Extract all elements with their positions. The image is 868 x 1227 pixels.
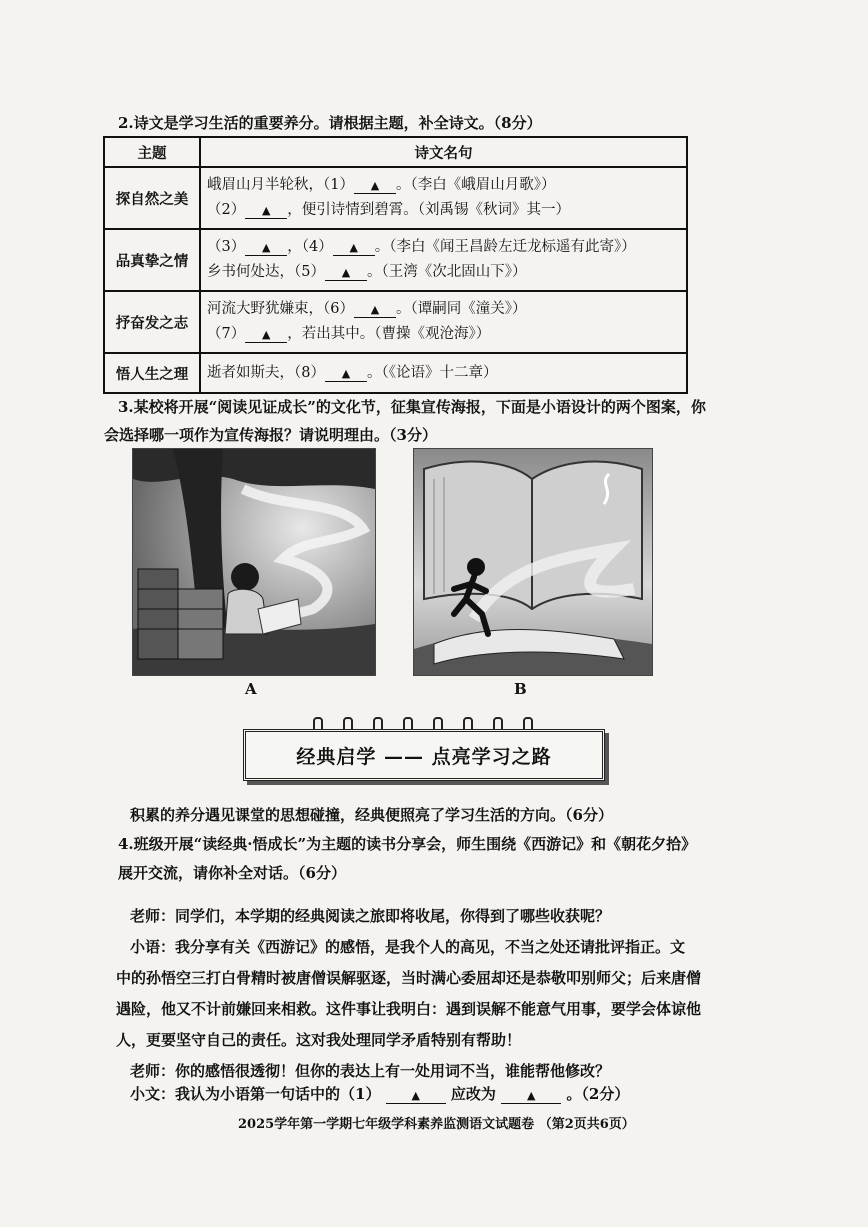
- table-row: [104, 229, 687, 291]
- dialogue-line: 遇险，他又不计前嫌回来相救。这件事让我明白：遇到误解不能意气用事，要学会体谅他: [116, 1000, 702, 1018]
- line-text: （3）: [207, 239, 246, 255]
- answer-blank-8[interactable]: ▲: [325, 367, 367, 382]
- line-text: 。（2分）: [566, 1085, 630, 1103]
- answer-blank-5[interactable]: ▲: [325, 266, 367, 281]
- row-theme: 探自然之美: [104, 167, 200, 229]
- line-text: 。（李白《闻王昌龄左迁龙标遥有此寄》）: [374, 239, 636, 255]
- row-theme: 抒奋发之志: [104, 291, 200, 353]
- q4-prompt-line1: 4.班级开展“读经典·悟成长”为主题的读书分享会，师生围绕《西游记》和《朝花夕拾》: [118, 835, 697, 853]
- answer-blank-2[interactable]: ▲: [245, 204, 287, 219]
- line-text: 。（王湾《次北固山下》）: [366, 264, 527, 280]
- answer-blank-q4-2[interactable]: ▲: [501, 1089, 561, 1104]
- dialogue-last-line: [130, 1083, 629, 1104]
- dialogue-line: 老师：同学们，本学期的经典阅读之旅即将收尾，你得到了哪些收获呢？: [130, 907, 611, 925]
- line-text: 峨眉山月半轮秋，（1）: [207, 177, 354, 193]
- row-lines: [200, 167, 687, 229]
- line-text: 乡书何处达，（5）: [207, 264, 325, 280]
- table-row: [104, 353, 687, 393]
- header-theme: 主题: [104, 137, 200, 167]
- row-theme: 悟人生之理: [104, 353, 200, 393]
- line-text: 小文：我认为小语第一句话中的（1）: [130, 1085, 381, 1103]
- line-text: 河流大野犹嫌束，（6）: [207, 301, 354, 317]
- row-lines: [200, 353, 687, 393]
- answer-blank-3[interactable]: ▲: [245, 241, 287, 256]
- header-lines: 诗文名句: [200, 137, 687, 167]
- line-text: ，（4）: [287, 239, 333, 255]
- answer-blank-4[interactable]: ▲: [333, 241, 375, 256]
- page-footer: 2025学年第一学期七年级学科素养监测语文试题卷 （第2页共6页）: [238, 1117, 635, 1132]
- line-text: 逝者如斯夫，（8）: [207, 364, 325, 381]
- q3-prompt-line2: 会选择哪一项作为宣传海报？请说明理由。（3分）: [104, 426, 437, 444]
- q4-prompt-line2: 展开交流，请你补全对话。（6分）: [118, 864, 346, 882]
- poster-a-image: [132, 448, 376, 676]
- line-text: 。（《论语》十二章）: [366, 364, 498, 381]
- answer-blank-1[interactable]: ▲: [354, 179, 396, 194]
- line-text: 。（谭嗣同《潼关》）: [395, 301, 527, 317]
- answer-blank-q4-1[interactable]: ▲: [386, 1089, 446, 1104]
- q2-prompt: 2.诗文是学习生活的重要养分。请根据主题，补全诗文。（8分）: [118, 114, 542, 132]
- line-text: 应改为: [450, 1085, 496, 1103]
- section-intro: 积累的养分遇见课堂的思想碰撞，经典便照亮了学习生活的方向。（6分）: [130, 806, 613, 824]
- book-running-child-illustration: [414, 449, 652, 675]
- answer-blank-7[interactable]: ▲: [245, 328, 287, 343]
- dialogue-line: 小语：我分享有关《西游记》的感悟，是我个人的高见，不当之处还请批评指正。文: [130, 938, 686, 956]
- line-text: 。（李白《峨眉山月歌》）: [395, 177, 556, 193]
- row-theme: 品真挚之情: [104, 229, 200, 291]
- line-text: （7）: [207, 326, 246, 342]
- dialogue-line: 中的孙悟空三打白骨精时被唐僧误解驱逐，当时满心委屈却还是恭敬叩别师父；后来唐僧: [116, 969, 702, 987]
- table-row: [104, 167, 687, 229]
- line-text: ，若出其中。（曹操《观沧海》）: [287, 326, 491, 342]
- section-banner: [243, 715, 603, 779]
- dialogue-line: 老师：你的感悟很透彻！但你的表达上有一处用词不当，谁能帮他修改？: [130, 1062, 611, 1080]
- poster-b-label: B: [514, 680, 527, 698]
- poster-b-image: [413, 448, 653, 676]
- row-lines: [200, 229, 687, 291]
- row-lines: [200, 291, 687, 353]
- answer-blank-6[interactable]: ▲: [354, 303, 396, 318]
- q3-prompt-line1: 3.某校将开展“阅读见证成长”的文化节，征集宣传海报，下面是小语设计的两个图案，你: [118, 398, 706, 416]
- poster-a-label: A: [245, 680, 257, 698]
- dialogue-line: 人，更要坚守自己的责任。这对我处理同学矛盾特别有帮助！: [116, 1031, 522, 1049]
- tree-reading-illustration: [133, 449, 375, 675]
- poem-table: [103, 136, 688, 394]
- table-row: [104, 291, 687, 353]
- banner-title: 经典启学 —— 点亮学习之路: [243, 729, 605, 781]
- line-text: ，便引诗情到碧霄。（刘禹锡《秋词》其一）: [287, 202, 570, 218]
- line-text: （2）: [207, 202, 246, 218]
